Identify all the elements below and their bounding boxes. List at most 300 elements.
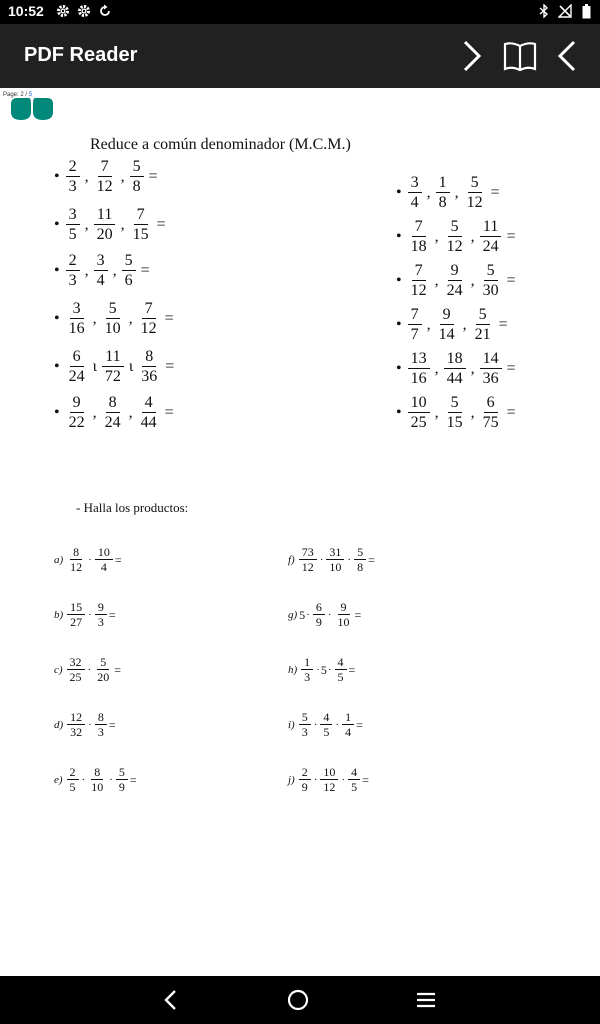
product-label: e) — [54, 774, 63, 787]
numerator: 31 — [326, 546, 344, 560]
equals-sign: = — [490, 183, 500, 201]
fraction — [436, 306, 458, 344]
denominator: 3 — [68, 177, 77, 195]
numerator: 18 — [444, 350, 466, 369]
fraction — [408, 306, 422, 344]
denominator: 4 — [96, 271, 105, 289]
numerator: 1 — [436, 174, 450, 193]
fraction — [102, 394, 124, 432]
product-label: d) — [54, 719, 64, 732]
numerator: 7 — [412, 262, 426, 281]
fraction — [444, 350, 466, 388]
denominator: 8 — [132, 177, 141, 195]
equals-sign: = — [498, 315, 508, 333]
fraction — [67, 766, 79, 795]
denominator: 24 — [482, 237, 499, 255]
product-label: h) — [288, 664, 298, 677]
equals-sign: = — [108, 607, 116, 622]
product-label: c) — [54, 664, 63, 677]
fraction — [299, 711, 311, 740]
product-label: a) — [54, 554, 64, 567]
numerator: 9 — [95, 601, 107, 615]
equals-sign: = — [165, 357, 175, 375]
pdf-page[interactable] — [0, 88, 600, 976]
denominator: 10 — [91, 780, 104, 795]
numerator: 13 — [408, 350, 430, 369]
separator: , — [84, 167, 89, 185]
numerator: 1 — [301, 656, 313, 670]
back-arrow-icon[interactable] — [550, 38, 586, 74]
numerator: 73 — [299, 546, 317, 560]
denominator: 21 — [474, 325, 491, 343]
multiply-dot: · — [316, 664, 320, 677]
product-item — [54, 656, 121, 685]
denominator: 44 — [446, 369, 463, 387]
fraction — [335, 601, 353, 630]
home-icon[interactable] — [283, 986, 313, 1014]
numerator: 5 — [122, 252, 136, 271]
denominator: 5 — [337, 670, 344, 685]
fraction — [464, 174, 486, 212]
fraction — [66, 206, 80, 244]
fraction — [66, 348, 88, 386]
numerator: 7 — [408, 306, 422, 325]
numerator: 9 — [338, 601, 350, 615]
bluetooth-icon — [538, 4, 550, 18]
exercise-item — [396, 174, 503, 212]
equals-sign: = — [506, 271, 516, 289]
fraction — [67, 711, 85, 740]
fraction — [320, 711, 332, 740]
gear-icon — [77, 4, 91, 18]
numerator: 11 — [102, 348, 123, 367]
product-item — [288, 656, 355, 685]
bullet: • — [54, 403, 60, 421]
exercise-item — [54, 252, 153, 290]
numerator: 5 — [354, 546, 366, 560]
fraction — [408, 174, 422, 212]
bullet: • — [396, 183, 402, 201]
equals-sign: = — [129, 772, 137, 787]
denominator: 3 — [68, 271, 77, 289]
equals-sign: = — [368, 552, 375, 567]
fraction — [326, 546, 344, 575]
bullet: • — [54, 215, 60, 233]
numerator: 4 — [320, 711, 332, 725]
numerator: 5 — [116, 766, 128, 780]
separator: , — [426, 315, 431, 333]
navigation-bar — [0, 976, 600, 1024]
numerator: 8 — [95, 711, 107, 725]
fraction — [94, 158, 116, 196]
denominator: 15 — [132, 225, 149, 243]
denominator: 10 — [337, 615, 350, 630]
view-toggle-icon[interactable] — [9, 98, 55, 120]
fraction — [130, 206, 152, 244]
fraction — [480, 350, 502, 388]
fraction — [95, 711, 107, 740]
fraction — [95, 601, 107, 630]
fraction — [130, 158, 144, 196]
fraction — [67, 546, 85, 575]
fraction — [138, 394, 160, 432]
equals-sign: = — [148, 167, 158, 185]
fraction — [480, 394, 502, 432]
denominator: 10 — [104, 319, 121, 337]
denominator: 20 — [97, 670, 110, 685]
fraction — [480, 218, 502, 256]
next-page-icon[interactable] — [454, 38, 490, 74]
denominator: 12 — [410, 281, 427, 299]
numerator: 2 — [66, 252, 80, 271]
exercise-item — [396, 262, 519, 300]
denominator: 4 — [410, 193, 419, 211]
product-label: g) — [288, 609, 298, 622]
numerator: 8 — [106, 394, 120, 413]
numerator: 6 — [484, 394, 498, 413]
fraction — [408, 394, 430, 432]
numerator: 1 — [342, 711, 354, 725]
separator: , — [120, 167, 125, 185]
separator: , — [462, 315, 467, 333]
separator: , — [128, 403, 133, 421]
denominator: 12 — [140, 319, 157, 337]
exercise-item — [54, 348, 177, 386]
fraction — [299, 766, 311, 795]
denominator: 3 — [301, 725, 308, 740]
separator: , — [454, 183, 459, 201]
bullet: • — [396, 403, 402, 421]
numerator: 5 — [476, 306, 490, 325]
product-label: f) — [288, 554, 295, 567]
multiply-dot: · — [81, 774, 86, 787]
product-item — [54, 711, 116, 740]
fraction — [88, 766, 106, 795]
denominator: 4 — [345, 725, 352, 740]
exercise-item — [54, 394, 177, 432]
denominator: 4 — [100, 560, 107, 575]
numerator: 5 — [299, 711, 311, 725]
numerator: 2 — [299, 766, 311, 780]
denominator: 10 — [329, 560, 342, 575]
numerator: 8 — [70, 546, 82, 560]
denominator: 30 — [482, 281, 499, 299]
fraction — [342, 711, 354, 740]
numerator: 8 — [142, 348, 156, 367]
product-item — [54, 546, 122, 575]
multiply-dot: · — [109, 774, 113, 787]
denominator: 5 — [68, 225, 77, 243]
menu-icon[interactable] — [411, 986, 441, 1014]
numerator: 2 — [66, 158, 80, 177]
integer-term: 5 — [320, 662, 327, 677]
numerator: 5 — [97, 656, 109, 670]
fraction — [94, 656, 112, 685]
bullet: • — [396, 359, 402, 377]
separator: , — [434, 271, 439, 289]
separator: , — [470, 359, 475, 377]
equals-sign: = — [506, 403, 516, 421]
denominator: 3 — [97, 725, 104, 740]
denominator: 6 — [124, 271, 133, 289]
numerator: 5 — [484, 262, 498, 281]
multiply-dot: · — [335, 719, 340, 732]
numerator: 11 — [94, 206, 115, 225]
denominator: 72 — [104, 367, 121, 385]
equals-sign: = — [354, 607, 362, 622]
gear-icon — [56, 4, 70, 18]
denominator: 5 — [351, 780, 358, 795]
multiply-dot: · — [327, 609, 332, 622]
fraction — [138, 300, 160, 338]
denominator: 3 — [97, 615, 104, 630]
numerator: 3 — [408, 174, 422, 193]
page-current: 5 — [28, 92, 33, 98]
denominator: 5 — [69, 780, 76, 795]
fraction — [444, 262, 466, 300]
product-item — [288, 601, 361, 630]
fraction — [335, 656, 347, 685]
separator: , — [84, 215, 89, 233]
separator: ι — [128, 357, 134, 375]
denominator: 22 — [68, 413, 85, 431]
separator: , — [112, 261, 117, 279]
product-item — [288, 711, 363, 740]
multiply-dot: · — [313, 774, 318, 787]
numerator: 4 — [348, 766, 360, 780]
separator: , — [470, 271, 475, 289]
numerator: 10 — [320, 766, 338, 780]
equals-sign: = — [506, 227, 516, 245]
bullet: • — [396, 315, 402, 333]
status-time: 10:52 — [8, 3, 44, 19]
denominator: 8 — [438, 193, 447, 211]
no-signal-icon — [558, 4, 572, 18]
fraction — [301, 656, 313, 685]
multiply-dot: · — [87, 664, 92, 677]
fraction — [67, 656, 85, 685]
numerator: 15 — [67, 601, 85, 615]
numerator: 10 — [95, 546, 113, 560]
numerator: 9 — [440, 306, 454, 325]
denominator: 24 — [68, 367, 85, 385]
numerator: 9 — [448, 262, 462, 281]
bullet: • — [54, 309, 60, 327]
exercise-item — [396, 350, 519, 388]
separator: , — [434, 403, 439, 421]
bullet: • — [54, 167, 60, 185]
bullet: • — [396, 227, 402, 245]
separator: , — [120, 215, 125, 233]
equals-sign: = — [140, 261, 150, 279]
separator: , — [92, 403, 97, 421]
product-label: i) — [288, 719, 295, 732]
fraction — [94, 206, 116, 244]
multiply-dot: · — [319, 554, 324, 567]
bullet: • — [54, 357, 60, 375]
exercise-item — [54, 158, 161, 196]
fraction — [138, 348, 160, 386]
fraction — [444, 218, 466, 256]
multiply-dot: · — [88, 554, 92, 567]
numerator: 7 — [142, 300, 156, 319]
products-heading: - Halla los productos: — [76, 500, 189, 515]
denominator: 5 — [323, 725, 330, 740]
equals-sign: = — [164, 403, 174, 421]
denominator: 3 — [304, 670, 311, 685]
numerator: 7 — [412, 218, 426, 237]
separator: , — [426, 183, 431, 201]
product-item — [54, 766, 137, 795]
back-icon[interactable] — [156, 986, 186, 1014]
denominator: 36 — [482, 369, 499, 387]
product-item — [288, 546, 375, 575]
equals-sign: = — [506, 359, 516, 377]
fraction — [116, 766, 128, 795]
fraction — [313, 601, 325, 630]
sync-icon — [98, 4, 112, 18]
denominator: 75 — [482, 413, 499, 431]
fraction — [122, 252, 136, 290]
fraction — [66, 394, 88, 432]
numerator: 5 — [106, 300, 120, 319]
numerator: 7 — [134, 206, 148, 225]
fraction — [408, 350, 430, 388]
multiply-dot: · — [88, 609, 92, 622]
product-item — [288, 766, 369, 795]
multiply-dot: · — [88, 719, 92, 732]
equals-sign: = — [114, 662, 121, 677]
equals-sign: = — [108, 717, 116, 732]
exercise-item — [396, 306, 511, 344]
multiply-dot: · — [347, 554, 352, 567]
denominator: 12 — [301, 560, 314, 575]
fraction — [436, 174, 450, 212]
numerator: 11 — [480, 218, 501, 237]
exercise-item — [54, 206, 169, 244]
separator: , — [434, 359, 439, 377]
separator: , — [84, 261, 89, 279]
denominator: 25 — [410, 413, 427, 431]
app-bar — [0, 24, 600, 88]
exercise-heading: Reduce a común denominador (M.C.M.) — [90, 136, 351, 153]
numerator: 2 — [67, 766, 79, 780]
denominator: 7 — [410, 325, 419, 343]
fraction — [354, 546, 366, 575]
product-label: j) — [288, 774, 295, 787]
denominator: 27 — [70, 615, 83, 630]
denominator: 14 — [438, 325, 455, 343]
denominator: 12 — [323, 780, 336, 795]
separator: , — [434, 227, 439, 245]
denominator: 15 — [446, 413, 463, 431]
numerator: 6 — [313, 601, 325, 615]
denominator: 44 — [140, 413, 157, 431]
app-title: PDF Reader — [24, 44, 138, 66]
numerator: 5 — [130, 158, 144, 177]
denominator: 24 — [104, 413, 121, 431]
denominator: 12 — [96, 177, 113, 195]
fraction — [348, 766, 360, 795]
denominator: 25 — [69, 670, 82, 685]
numerator: 12 — [67, 711, 85, 725]
fraction — [320, 766, 338, 795]
multiply-dot: · — [306, 609, 310, 622]
battery-icon — [582, 4, 591, 19]
numerator: 4 — [335, 656, 347, 670]
product-label: b) — [54, 609, 64, 622]
denominator: 12 — [70, 560, 83, 575]
equals-sign: = — [164, 309, 174, 327]
numerator: 10 — [408, 394, 430, 413]
bullet: • — [54, 261, 60, 279]
fraction — [67, 601, 85, 630]
denominator: 9 — [118, 780, 125, 795]
status-bar — [0, 0, 600, 24]
numerator: 3 — [66, 206, 80, 225]
multiply-dot: · — [313, 719, 318, 732]
denominator: 16 — [410, 369, 427, 387]
equals-sign: = — [362, 772, 369, 787]
denominator: 12 — [446, 237, 463, 255]
numerator: 5 — [448, 394, 462, 413]
integer-term: 5 — [299, 607, 306, 622]
denominator: 18 — [410, 237, 427, 255]
numerator: 3 — [70, 300, 84, 319]
fraction — [66, 158, 80, 196]
separator: , — [470, 227, 475, 245]
book-icon[interactable] — [502, 38, 538, 74]
denominator: 20 — [96, 225, 113, 243]
fraction — [480, 262, 502, 300]
fraction — [102, 300, 124, 338]
product-item — [54, 601, 116, 630]
denominator: 9 — [301, 780, 308, 795]
denominator: 8 — [357, 560, 364, 575]
equals-sign: = — [348, 662, 356, 677]
fraction — [444, 394, 466, 432]
denominator: 16 — [68, 319, 85, 337]
fraction — [299, 546, 317, 575]
bullet: • — [396, 271, 402, 289]
multiply-dot: · — [327, 664, 332, 677]
multiply-dot: · — [341, 774, 346, 787]
fraction — [408, 262, 430, 300]
separator: , — [92, 309, 97, 327]
numerator: 5 — [448, 218, 462, 237]
fraction — [95, 546, 113, 575]
numerator: 3 — [94, 252, 108, 271]
denominator: 9 — [315, 615, 322, 630]
exercise-item — [396, 394, 519, 432]
separator: , — [128, 309, 133, 327]
denominator: 36 — [141, 367, 158, 385]
numerator: 6 — [70, 348, 84, 367]
numerator: 8 — [91, 766, 103, 780]
fraction — [472, 306, 494, 344]
equals-sign: = — [156, 215, 166, 233]
denominator: 12 — [466, 193, 483, 211]
numerator: 32 — [67, 656, 85, 670]
fraction — [102, 348, 124, 386]
exercise-item — [396, 218, 519, 256]
denominator: 32 — [70, 725, 83, 740]
numerator: 9 — [70, 394, 84, 413]
page-label: Page: 2 / — [3, 92, 29, 98]
separator: ι — [92, 357, 97, 375]
equals-sign: = — [356, 717, 363, 732]
fraction — [66, 252, 80, 290]
